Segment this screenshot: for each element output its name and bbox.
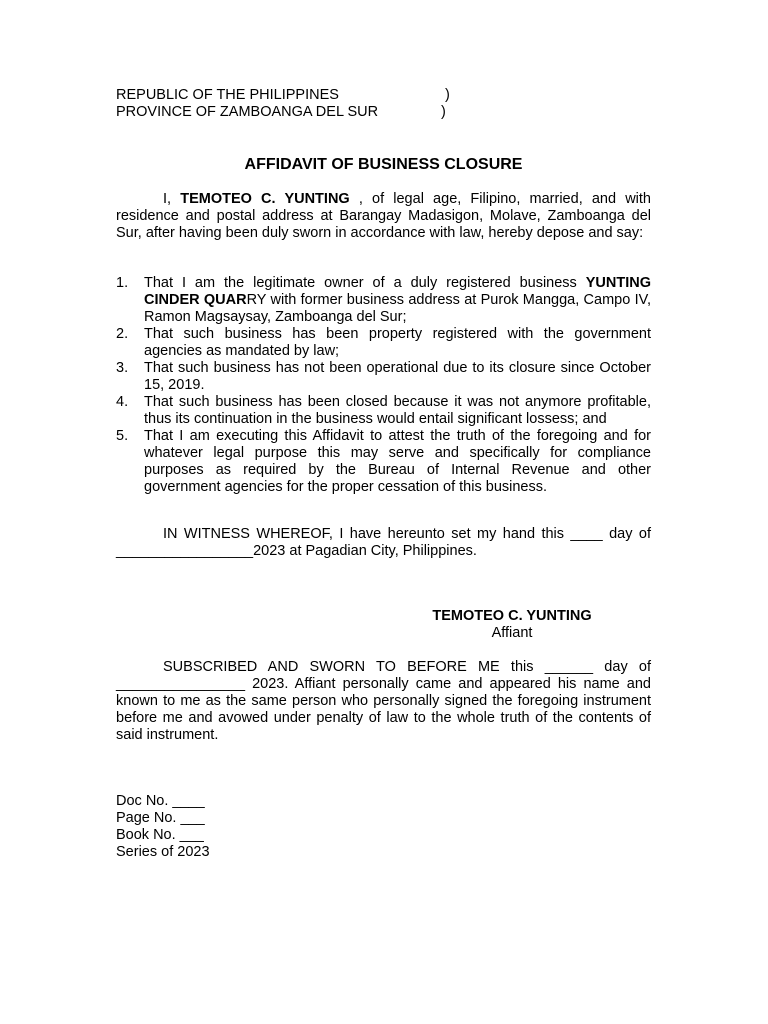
item-text: That such business has been property registered with the government agencies as mandated by law;: [144, 326, 651, 359]
doc-number: Doc No. ____: [116, 793, 205, 809]
item-number: 1.: [116, 275, 129, 291]
list-item: [116, 428, 651, 496]
item-text-cont: RY with former business address at Purok Mangga, Campo IV, Ramon Magsaysay, Zamboanga del Sur;: [144, 292, 651, 325]
item-number: 5.: [116, 428, 129, 444]
header-paren-2: ): [441, 104, 446, 120]
item-number: 4.: [116, 394, 129, 410]
list-item: [116, 275, 651, 326]
intro-rest: , of legal age, Filipino, married, and with residence and postal address at Barangay Madasigon, Molave, Zamboanga del Sur, after having been duly sworn in accordance with law, hereby depose and say:: [116, 191, 651, 241]
witness-paragraph: IN WITNESS WHEREOF, I have hereunto set my hand this ____ day of _________________2023 at Pagadian City, Philippines.: [116, 526, 651, 559]
signature-block: [400, 608, 624, 642]
page-number: Page No. ___: [116, 810, 205, 826]
header-republic: REPUBLIC OF THE PHILIPPINES: [116, 87, 339, 103]
item-text: That such business has been closed because it was not anymore profitable, thus its continuation in the business would entail significant lossess; and: [144, 394, 651, 427]
header-province: PROVINCE OF ZAMBOANGA DEL SUR: [116, 104, 379, 120]
list-item: [116, 360, 651, 394]
item-text: That such business has not been operational due to its closure since October 15, 2019.: [144, 360, 651, 393]
intro-prefix: I,: [163, 191, 172, 207]
business-name: YUNTING CINDER QUAR: [144, 275, 651, 308]
item-number: 3.: [116, 360, 129, 376]
document-title: AFFIDAVIT OF BUSINESS CLOSURE: [244, 156, 523, 173]
item-text: That I am executing this Affidavit to attest the truth of the foregoing and for whatever legal purpose this may serve and specifically for compliance purposes as required by the Bureau of Internal Revenue and other government agencies for the proper cessation of this business.: [144, 428, 651, 495]
intro-paragraph: [116, 191, 651, 242]
item-number: 2.: [116, 326, 129, 342]
signature-name: TEMOTEO C. YUNTING: [432, 608, 592, 624]
series-year: Series of 2023: [116, 844, 210, 860]
jurat-paragraph: SUBSCRIBED AND SWORN TO BEFORE ME this ______ day of ________________ 2023. Affiant personally came and appeared his name and known to me as the same person who personally signed the foregoing instrument before me and avowed under penalty of law to the whole truth of the contents of said instrument.: [116, 659, 651, 743]
notary-details: [116, 793, 210, 861]
list-item: [116, 326, 651, 360]
item-text: That I am the legitimate owner of a duly registered business: [144, 275, 586, 291]
header-paren-1: ): [445, 87, 450, 103]
book-number: Book No. ___: [116, 827, 204, 843]
list-item: [116, 394, 651, 428]
affiant-name: TEMOTEO C. YUNTING: [180, 191, 350, 207]
signature-role: Affiant: [491, 625, 533, 641]
venue-header: [116, 87, 476, 121]
statements-list: [116, 275, 651, 496]
